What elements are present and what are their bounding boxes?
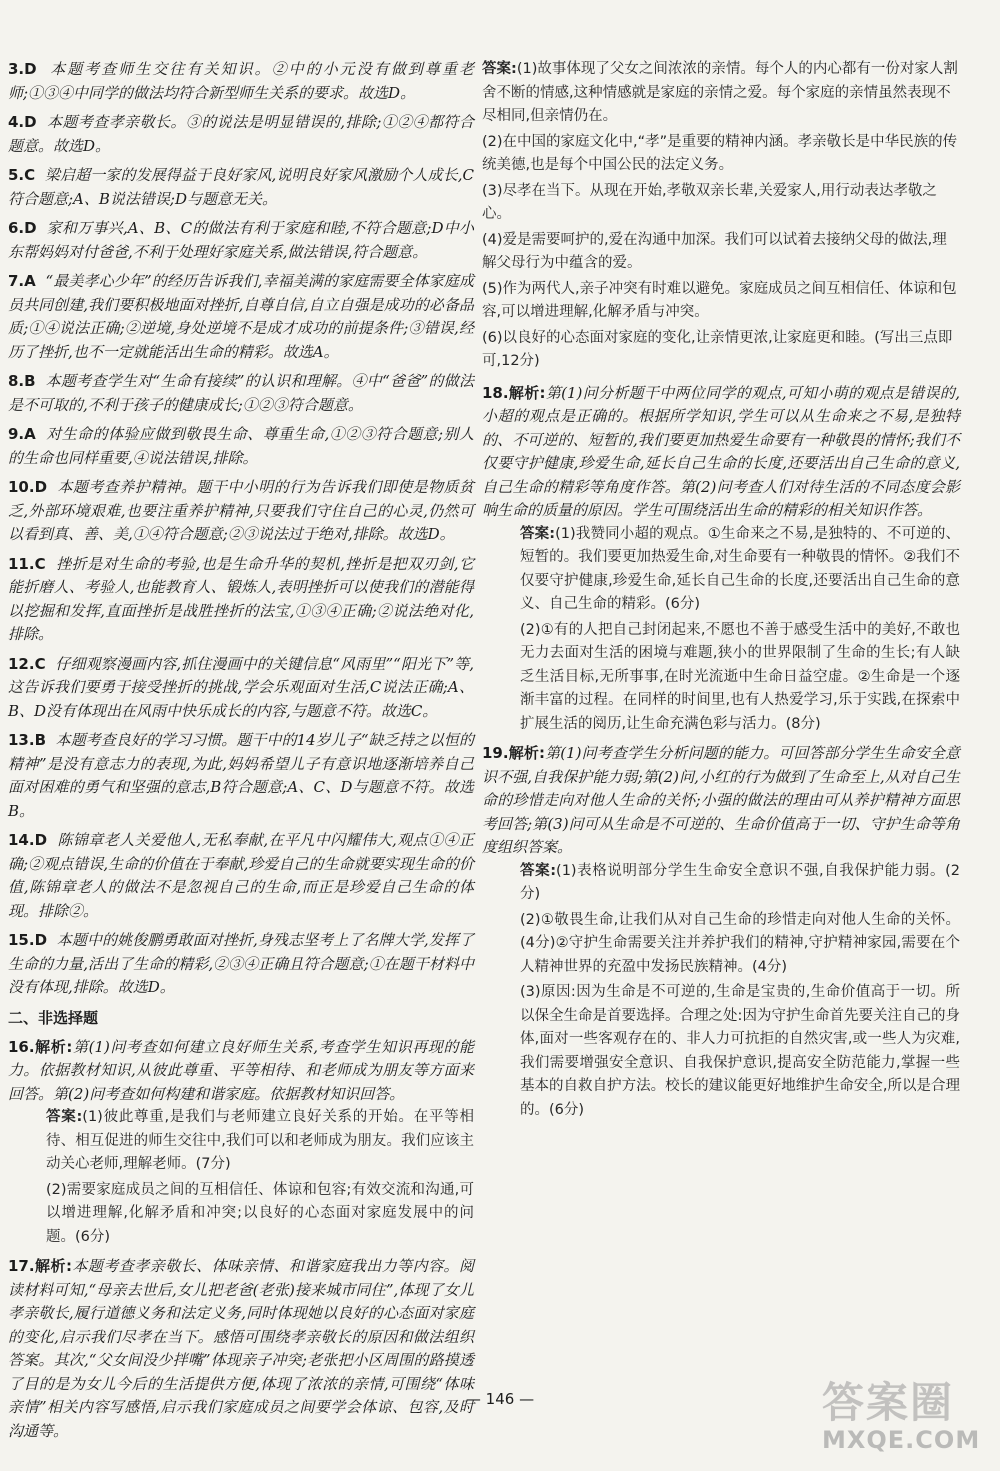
answer-block (8, 1106, 474, 1249)
item-explanation: 家和万事兴,A、B、C的做法有利于家庭和睦,不符合题意;D中小东帮妈妈对付爸爸,不利于处理好家庭关系,做法错误,符合题意。 (8, 219, 475, 261)
item-number: 11.C (8, 554, 46, 573)
answer-paragraph: (4)爱是需要呵护的,爱在沟通中加深。我们可以试着去接纳父母的做法,理解父母行为中蕴含的爱。 (482, 231, 947, 271)
item-explanation: 本题考查师生交往有关知识。②中的小元没有做到尊重老师;①③④中同学的做法均符合新型师生关系的要求。故选D。 (8, 60, 474, 102)
item-explanation: 本题中的姚俊鹏勇敢面对挫折,身残志坚考上了名牌大学,发挥了生命的力量,活出了生命的精彩,②③④正确且符合题意;①在题干材料中没有体现,排除。故选D。 (8, 931, 474, 996)
analysis-label: 解析: (34, 1257, 72, 1275)
answer-paragraph: (6)以良好的心态面对家庭的变化,让亲情更浓,让家庭更和睦。(写出三点即可,12分) (482, 329, 953, 369)
analysis-label: 解析: (508, 744, 545, 762)
watermark-text: 答案圈 (822, 1378, 955, 1427)
item-number: 16. (8, 1037, 35, 1056)
answer-item-7 (8, 270, 474, 364)
question-19 (482, 742, 960, 1122)
answer-item-12 (8, 653, 474, 724)
answer-paragraph: (2)在中国的家庭文化中,“孝”是重要的精神内涵。孝亲敬长是中华民族的传统美德,也是每个中国公民的法定义务。 (482, 133, 958, 173)
item-explanation: 本题考查良好的学习习惯。题干中的14岁儿子“缺乏持之以恒的精神”是没有意志力的表现,为此,妈妈希望儿子有意识地逐渐培养自己面对困难的勇气和坚强的意志,B符合题意;A、C、D与题意不符。故选B。 (8, 731, 474, 820)
item-number: 10.D (8, 478, 48, 496)
item-number: 15.D (8, 931, 48, 949)
answer-block (482, 523, 960, 737)
item-number: 17. (8, 1257, 35, 1275)
analysis-label: 解析: (34, 1037, 73, 1056)
section-heading: 二、非选择题 (8, 1008, 99, 1027)
answer-paragraph: (1)故事体现了父女之间浓浓的亲情。每个人的内心都有一份对家人割舍不断的情感,这种情感就是家庭的亲情之爱。每个家庭的亲情虽然表现不尽相同,但亲情仍在。 (482, 61, 958, 124)
answer-block (482, 860, 960, 1123)
answer-item-5 (8, 164, 474, 211)
answer-item-3 (8, 58, 474, 105)
question-17 (8, 1255, 474, 1443)
item-explanation: 仔细观察漫画内容,抓住漫画中的关键信息“风雨里”“阳光下”等,这告诉我们要勇于接受挫折的挑战,学会乐观面对生活,C说法正确;A、B、D没有体现出在风雨中快乐成长的内容,与题意不符。故选C。 (8, 654, 474, 720)
answer-item-15 (8, 929, 474, 1000)
answer-item-10 (8, 476, 474, 547)
answer-paragraph: (3)尽孝在当下。从现在开始,孝敬双亲长辈,关爱家人,用行动表达孝敬之心。 (482, 182, 937, 222)
analysis-text: 本题考查孝亲敬长、体味亲情、和谐家庭我出力等内容。阅读材料可知,“母亲去世后,女儿把老爸(老张)接来城市同住”,体现了女儿孝亲敬长,履行道德义务和法定义务,同时体现她以良好的心态面对家庭的变化,启示我们尽孝在当下。感悟可围绕孝亲敬长的原因和做法组织答案。其次,“父女间没少拌嘴”体现亲子冲突;老张把小区周围的路摸透了目的是为女儿今后的生活提供方便,体现了浓浓的亲情,可围绕“体味亲情”相关内容写感悟,启示我们家庭成员之间要学会体谅、包容,及时沟通等。 (8, 1257, 474, 1440)
answer-paragraph: (2)①有的人把自己封闭起来,不愿也不善于感受生活中的美好,不敢也无力去面对生活的困境与难题,狭小的世界限制了生命的生长;有人缺乏生活目标,无所事事,在时光流逝中生命日益空虚。②生命是一个逐渐丰富的过程。在同样的时间里,也有人热爱学习,乐于实践,在探索中扩展生活的阅历,让生命充满色彩与活力。(8分) (520, 621, 960, 732)
answer-paragraph: (5)作为两代人,亲子冲突有时难以避免。家庭成员之间互相信任、体谅和包容,可以增进理解,化解矛盾与冲突。 (482, 280, 957, 320)
item-number: 14.D (8, 831, 48, 849)
answer-item-6 (8, 217, 474, 264)
item-number: 4.D (8, 113, 37, 131)
answer-item-11 (8, 553, 474, 647)
q17-answer-block (482, 58, 960, 374)
item-number: 9.A (8, 425, 36, 443)
item-explanation: 本题考查学生对“生命有接续”的认识和理解。④中“爸爸”的做法是不可取的,不利于孩子的健康成长;①②③符合题意。 (8, 372, 474, 414)
answer-label: 答案: (520, 525, 556, 542)
answer-paragraph: (2)①敬畏生命,让我们从对自己生命的珍惜走向对他人生命的关怀。(4分)②守护生命需要关注并养护我们的精神,守护精神家园,需要在个人精神世界的充盈中发扬民族精神。(4分) (520, 911, 960, 975)
answer-item-13 (8, 729, 474, 823)
analysis-label: 解析: (508, 383, 546, 402)
item-explanation: 对生命的体验应做到敬畏生命、尊重生命,①②③符合题意;别人的生命也同样重要,④说法错误,排除。 (8, 425, 474, 467)
answer-paragraph: (1)彼此尊重,是我们与老师建立良好关系的开始。在平等相待、相互促进的师生交往中,我们可以和老师成为朋友。我们应该主动关心老师,理解老师。(7分) (46, 1109, 474, 1172)
item-number: 18. (482, 383, 509, 402)
analysis-text: 第(1)问考查学生分析问题的能力。可回答部分学生生命安全意识不强,自我保护能力弱;第(2)问,小红的行为做到了生命至上,从对自己生命的珍惜走向对他人生命的关怀;小强的做法的理由可从养护精神方面思考回答;第(3)问可从生命是不可逆的、生命价值高于一切、守护生命等角度组织答案。 (482, 744, 960, 856)
item-number: 3.D (8, 60, 37, 78)
answer-item-8 (8, 370, 474, 417)
item-explanation: “最美孝心少年”的经历告诉我们,幸福美满的家庭需要全体家庭成员共同创建,我们要积极地面对挫折,自尊自信,自立自强是成功的必备品质;①④说法正确;②逆境,身处逆境不是成才成功的前提条件;③错误,经历了挫折,也不一定就能活出生命的精彩。故选A。 (8, 272, 475, 361)
answer-item-9 (8, 423, 474, 470)
answer-item-4 (8, 111, 474, 158)
analysis-text: 第(1)问考查如何建立良好师生关系,考查学生知识再现的能力。依据教材知识,从彼此尊重、平等相待、和老师成为朋友等方面来回答。第(2)问考查如何构建和谐家庭。依据教材知识回答。 (8, 1037, 475, 1103)
answer-item-14 (8, 829, 474, 923)
right-column (482, 58, 960, 1128)
watermark-logo (822, 1380, 992, 1468)
left-column (8, 58, 474, 1449)
item-number: 12.C (8, 654, 46, 673)
answer-label: 答案: (520, 862, 557, 879)
item-number: 5.C (8, 166, 36, 184)
item-number: 13.B (8, 731, 47, 749)
item-number: 6.D (8, 219, 37, 237)
item-number: 19. (482, 744, 509, 762)
watermark-url: MXQE.COM (822, 1426, 981, 1454)
item-explanation: 陈锦章老人关爱他人,无私奉献,在平凡中闪耀伟大,观点①④正确;②观点错误,生命的价值在于奉献,珍爱自己的生命就要实现生命的价值,陈锦章老人的做法不是忽视自己的生命,而正是珍爱自己生命的体现。排除②。 (8, 831, 474, 920)
item-number: 8.B (8, 372, 36, 390)
item-explanation: 挫折是对生命的考验,也是生命升华的契机,挫折是把双刃剑,它能折磨人、考验人,也能教育人、锻炼人,表明挫折可以使我们的潜能得以挖掘和发挥,直面挫折是战胜挫折的法宝,①③④正确;②说法绝对化,排除。 (8, 554, 474, 643)
item-explanation: 本题考查孝亲敬长。③的说法是明显错误的,排除;①②④都符合题意。故选D。 (8, 113, 474, 155)
item-explanation: 本题考查养护精神。题干中小明的行为告诉我们即使是物质贫乏,外部环境艰难,也要注重养护精神,只要我们守住自己的心灵,仍然可以看到真、善、美,①④符合题意;②③说法过于绝对,排除。故选D。 (8, 478, 474, 543)
answer-paragraph: (2)需要家庭成员之间的互相信任、体谅和包容;有效交流和沟通,可以增进理解,化解矛盾和冲突;以良好的心态面对家庭发展中的问题。(6分) (46, 1181, 474, 1245)
page-number: — 146 — (465, 1390, 535, 1408)
question-18 (482, 382, 960, 737)
item-explanation: 梁启超一家的发展得益于良好家风,说明良好家风激励个人成长,C符合题意;A、B说法错误;D与题意无关。 (8, 166, 474, 208)
question-16 (8, 1036, 474, 1250)
item-number: 7.A (8, 272, 36, 290)
answer-paragraph: (1)我赞同小超的观点。①生命来之不易,是独特的、不可逆的、短暂的。我们要更加热爱生命,对生命要有一种敬畏的情怀。②我们不仅要守护健康,珍爱生命,延长自己生命的长度,还要活出自己生命的意义、自己生命的精彩。(6分) (520, 525, 960, 612)
answer-label: 答案: (482, 61, 517, 77)
answer-paragraph: (1)表格说明部分学生生命安全意识不强,自我保护能力弱。(2分) (520, 862, 960, 902)
answer-label: 答案: (46, 1109, 83, 1125)
answer-paragraph: (3)原因:因为生命是不可逆的,生命是宝贵的,生命价值高于一切。所以保全生命是首要选择。合理之处:因为守护生命首先要关注自己的身体,面对一些客观存在的、非人力可抗拒的自然灾害,或一些人为灾难,我们需要增强安全意识、自我保护意识,提高安全防范能力,掌握一些基本的自救自护方法。校长的建议能更好地维护生命安全,所以是合理的。(6分) (520, 984, 960, 1118)
analysis-text: 第(1)问分析题干中两位同学的观点,可知小萌的观点是错误的,小超的观点是正确的。根据所学知识,学生可以从生命来之不易,是独特的、不可逆的、短暂的,我们要更加热爱生命要有一种敬畏的情怀;我们不仅要守护健康,珍爱生命,延长自己生命的长度,还要活出自己生命的意义,自己生命的精彩等角度作答。第(2)问考查人们对待生活的不同态度会影响生命的质量的原因。学生可围绕活出生命的精彩的相关知识作答。 (482, 383, 960, 519)
